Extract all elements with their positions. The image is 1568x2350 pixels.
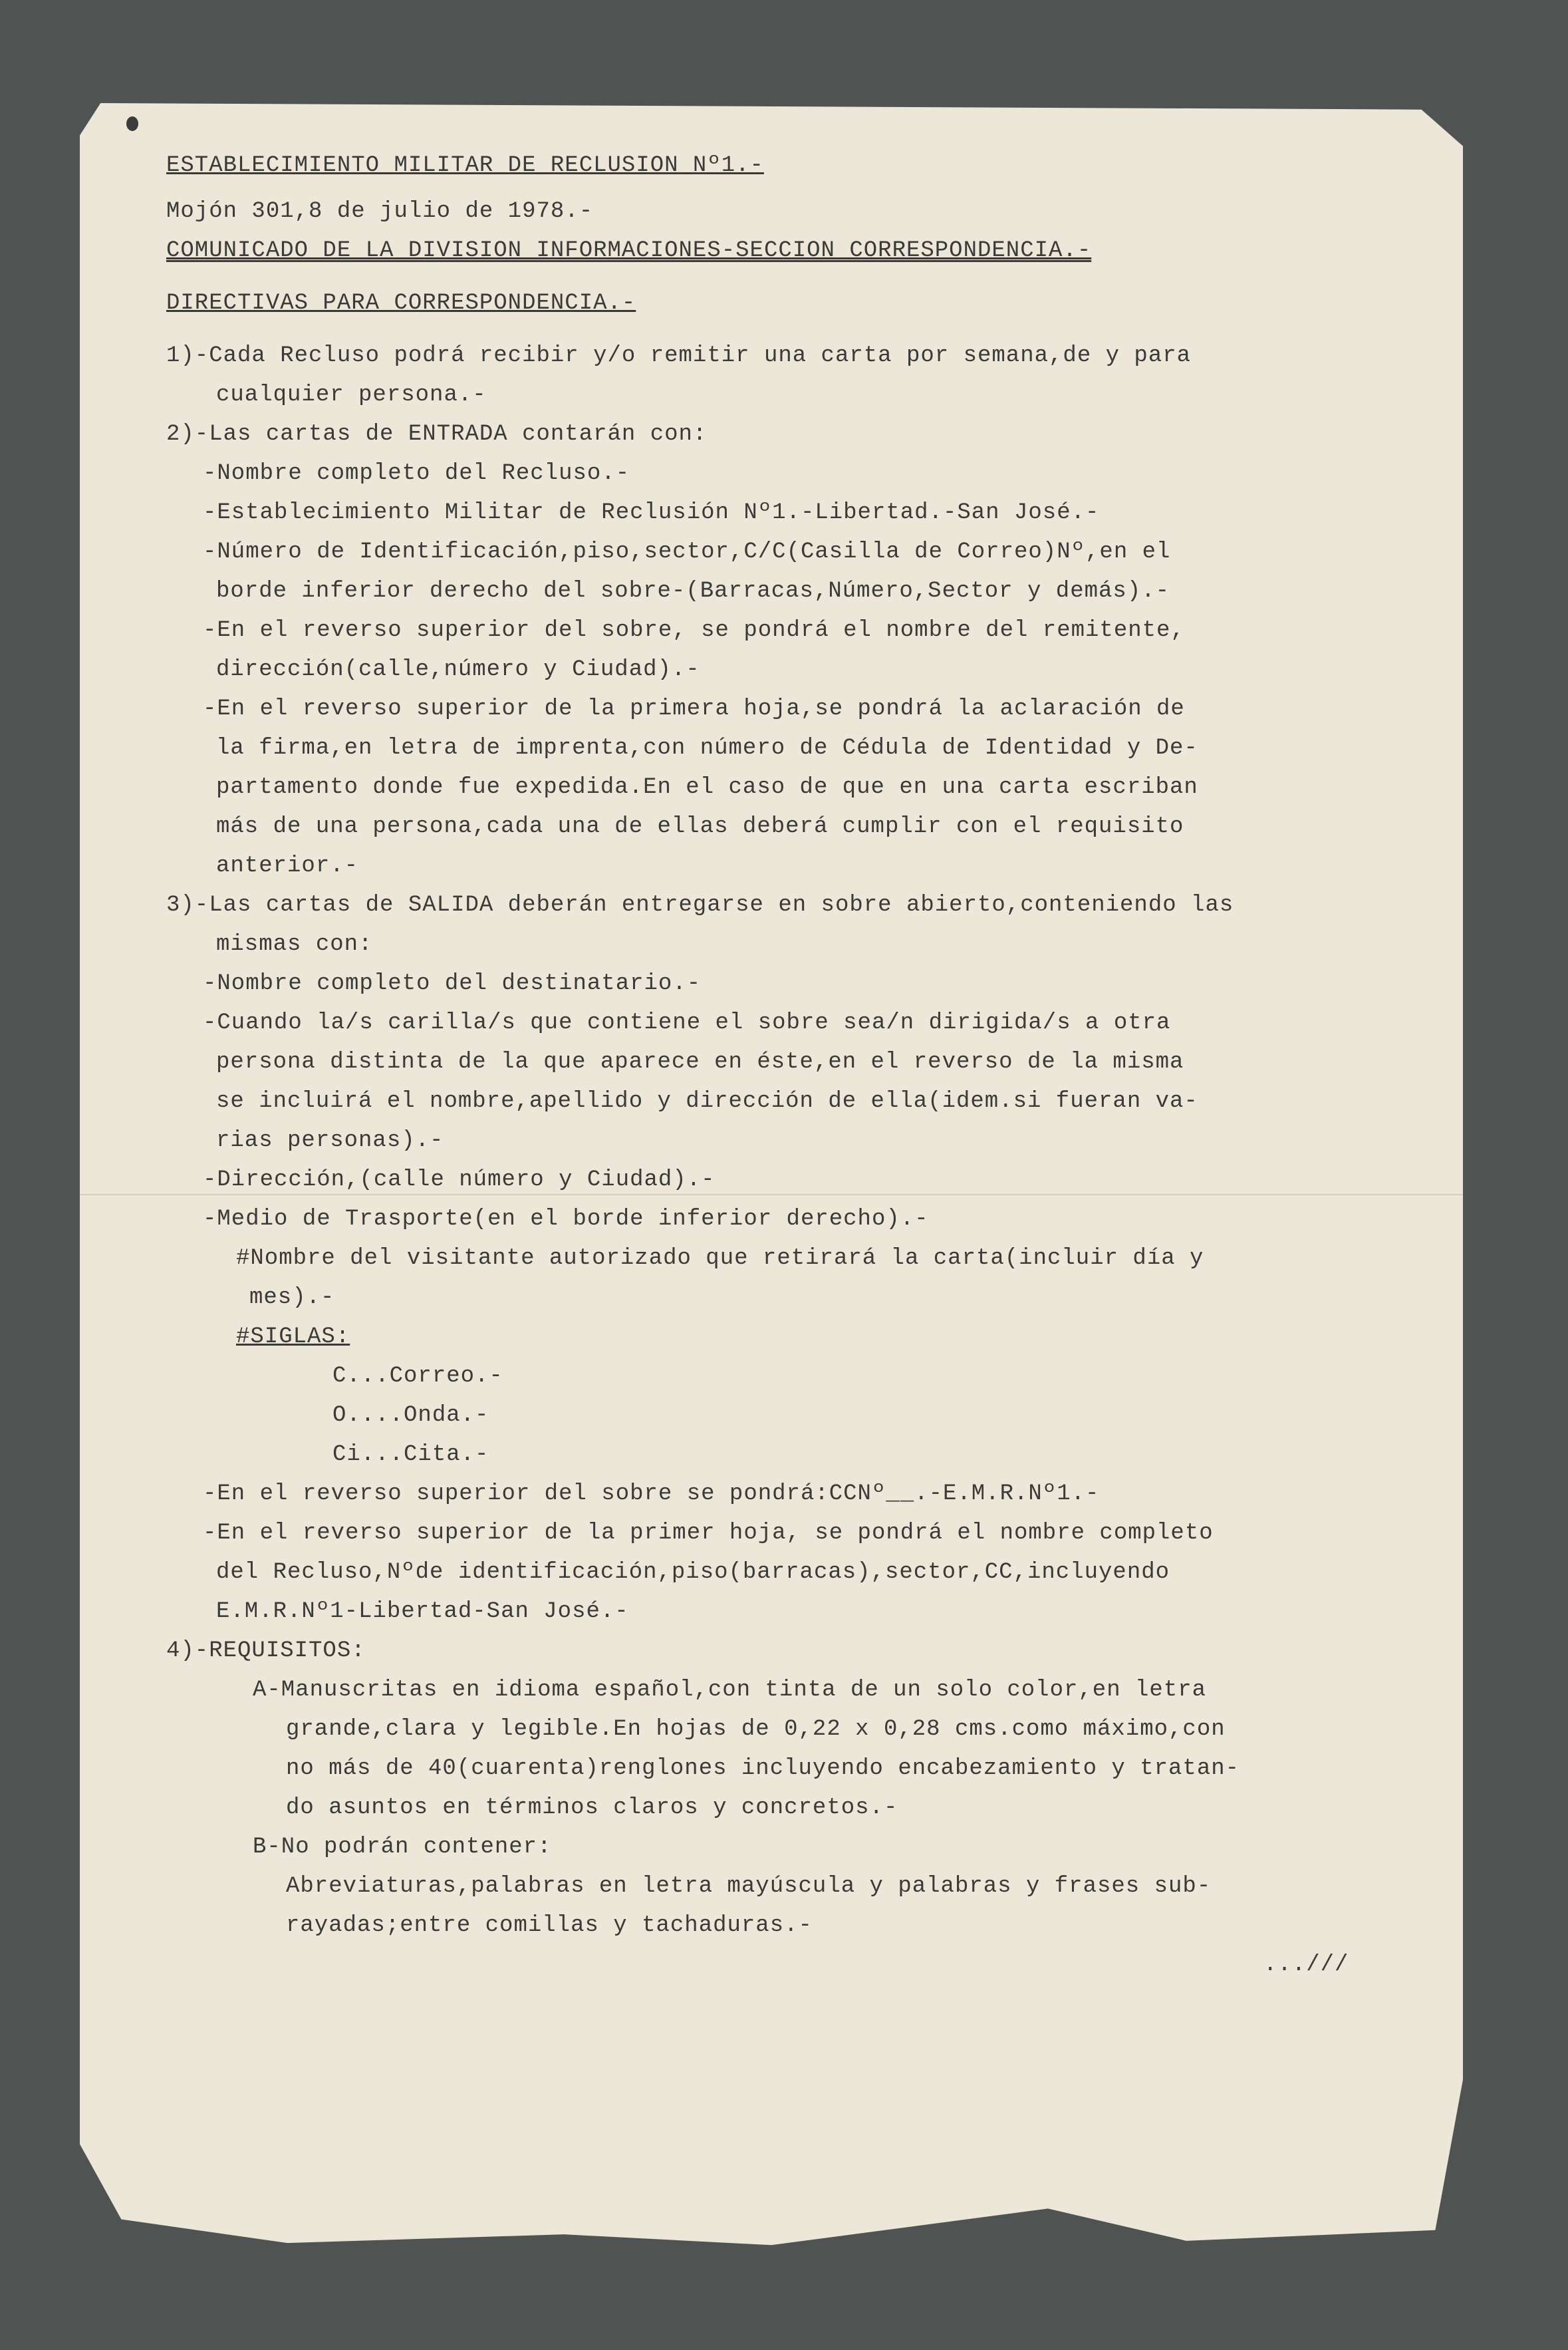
doc-line: -Establecimiento Militar de Reclusión Nº1.-Libertad.-San José.- <box>203 500 1100 525</box>
doc-line: mes).- <box>249 1285 335 1310</box>
doc-line: A-Manuscritas en idioma español,con tinta de un solo color,en letra <box>253 1678 1207 1703</box>
doc-line: más de una persona,cada una de ellas deberá cumplir con el requisito <box>216 814 1184 839</box>
directives-heading: DIRECTIVAS PARA CORRESPONDENCIA.- <box>166 291 636 316</box>
doc-line: C...Correo.- <box>332 1364 503 1389</box>
doc-line: persona distinta de la que aparece en éste,en el reverso de la misma <box>216 1050 1184 1075</box>
doc-line: la firma,en letra de imprenta,con número de Cédula de Identidad y De- <box>216 736 1198 761</box>
doc-line: anterior.- <box>216 853 359 879</box>
doc-line: #Nombre del visitante autorizado que retirará la carta(incluir día y <box>236 1246 1204 1271</box>
doc-line: partamento donde fue expedida.En el caso de que en una carta escriban <box>216 775 1198 800</box>
doc-line: -En el reverso superior del sobre se pondrá:CCNº__.-E.M.R.Nº1.- <box>203 1481 1100 1507</box>
doc-line: se incluirá el nombre,apellido y dirección de ella(idem.si fueran va- <box>216 1089 1198 1114</box>
doc-line: 3)-Las cartas de SALIDA deberán entregarse en sobre abierto,conteniendo las <box>166 893 1234 918</box>
doc-line: -En el reverso superior del sobre, se pondrá el nombre del remitente, <box>203 618 1185 643</box>
doc-line: dirección(calle,número y Ciudad).- <box>216 657 700 682</box>
doc-line: -Número de Identificación,piso,sector,C/C(Casilla de Correo)Nº,en el <box>203 539 1171 565</box>
doc-line: -Medio de Trasporte(en el borde inferior derecho).- <box>203 1207 929 1232</box>
doc-line: 1)-Cada Recluso podrá recibir y/o remitir una carta por semana,de y para <box>166 343 1192 368</box>
communique-heading: COMUNICADO DE LA DIVISION INFORMACIONES-SECCION CORRESPONDENCIA.- <box>166 238 1092 263</box>
institution-title: ESTABLECIMIENTO MILITAR DE RECLUSION Nº1.- <box>166 153 764 178</box>
doc-line: grande,clara y legible.En hojas de 0,22 x 0,28 cms.como máximo,con <box>286 1717 1226 1742</box>
doc-line: mismas con: <box>216 932 373 957</box>
doc-line: -Nombre completo del Recluso.- <box>203 461 630 486</box>
doc-line: B-No podrán contener: <box>253 1835 552 1860</box>
doc-line: 2)-Las cartas de ENTRADA contarán con: <box>166 422 708 447</box>
doc-line: Abreviaturas,palabras en letra mayúscula y palabras y frases sub- <box>286 1874 1212 1899</box>
doc-line: cualquier persona.- <box>216 382 487 408</box>
doc-line: E.M.R.Nº1-Libertad-San José.- <box>216 1599 629 1624</box>
doc-line: #SIGLAS: <box>236 1324 350 1350</box>
doc-line: rias personas).- <box>216 1128 444 1153</box>
doc-line: borde inferior derecho del sobre-(Barracas,Número,Sector y demás).- <box>216 579 1170 604</box>
document-body <box>166 146 1376 1985</box>
punch-hole <box>126 116 138 131</box>
doc-line: O....Onda.- <box>332 1403 489 1428</box>
doc-line: -Nombre completo del destinatario.- <box>203 971 702 996</box>
date-line: Mojón 301,8 de julio de 1978.- <box>166 199 594 224</box>
doc-line: no más de 40(cuarenta)renglones incluyendo encabezamiento y tratan- <box>286 1756 1240 1781</box>
doc-line: -Dirección,(calle número y Ciudad).- <box>203 1167 716 1193</box>
doc-line: -Cuando la/s carilla/s que contiene el sobre sea/n dirigida/s a otra <box>203 1010 1171 1036</box>
doc-line: del Recluso,Nºde identificación,piso(barracas),sector,CC,incluyendo <box>216 1560 1170 1585</box>
doc-line: do asuntos en términos claros y concretos.- <box>286 1795 898 1821</box>
continuation-mark: .../// <box>1263 1952 1349 1978</box>
doc-line: -En el reverso superior de la primera hoja,se pondrá la aclaración de <box>203 696 1185 722</box>
doc-line: 4)-REQUISITOS: <box>166 1638 366 1664</box>
doc-line: -En el reverso superior de la primer hoja, se pondrá el nombre completo <box>203 1521 1214 1546</box>
doc-line: Ci...Cita.- <box>332 1442 489 1467</box>
doc-line: rayadas;entre comillas y tachaduras.- <box>286 1913 813 1938</box>
